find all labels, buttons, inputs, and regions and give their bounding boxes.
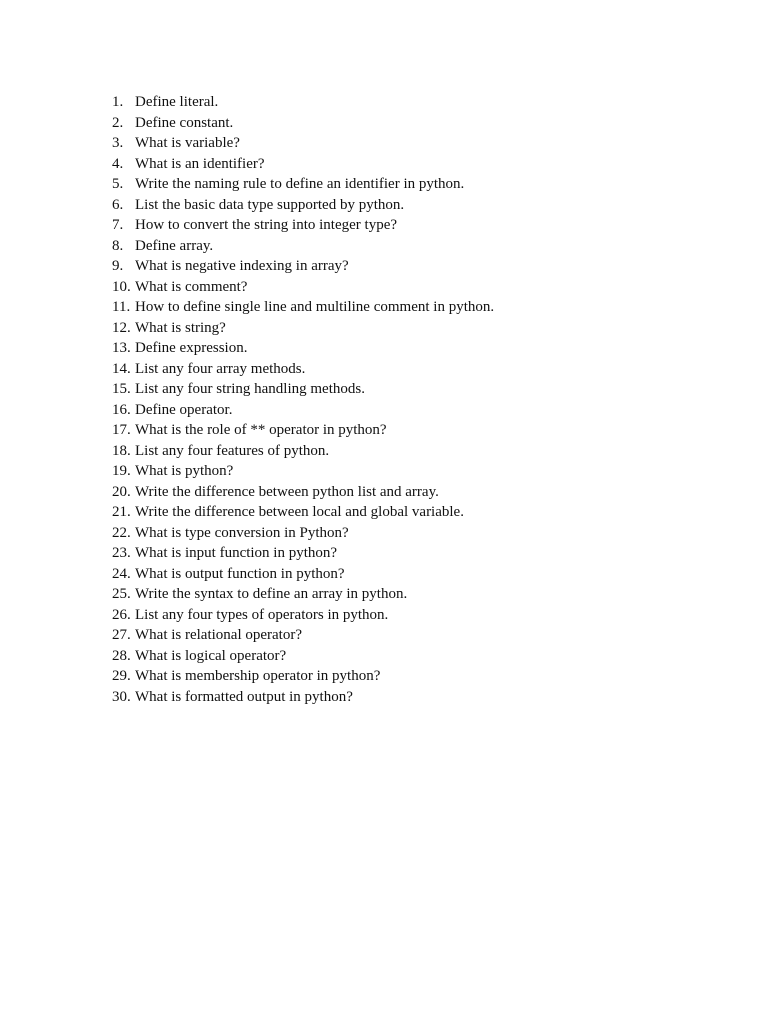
question-number: 15. bbox=[112, 381, 131, 397]
question-number: 7. bbox=[112, 217, 124, 233]
question-text: What is membership operator in python? bbox=[135, 668, 381, 684]
question-text: Define constant. bbox=[135, 114, 234, 131]
question-number: 19. bbox=[112, 463, 131, 479]
question-item bbox=[112, 113, 494, 134]
question-number: 28. bbox=[112, 647, 131, 664]
question-text: What is relational operator? bbox=[135, 627, 303, 643]
question-text: Write the difference between python list and array. bbox=[135, 483, 439, 500]
question-item bbox=[112, 215, 494, 236]
question-item bbox=[112, 256, 494, 277]
question-item bbox=[112, 502, 494, 523]
question-text: What is type conversion in Python? bbox=[135, 524, 349, 541]
question-text: Define operator. bbox=[135, 401, 233, 418]
question-number: 12. bbox=[112, 319, 131, 336]
question-text: What is output function in python? bbox=[135, 565, 345, 582]
question-item bbox=[112, 318, 494, 339]
question-number: 27. bbox=[112, 627, 131, 643]
question-item bbox=[112, 133, 494, 154]
question-number: 4. bbox=[112, 155, 124, 172]
question-text: Define expression. bbox=[135, 340, 248, 356]
question-item bbox=[112, 523, 494, 544]
question-text: What is string? bbox=[135, 319, 226, 336]
question-text: Define array. bbox=[135, 237, 214, 254]
question-item bbox=[112, 174, 494, 195]
question-item bbox=[112, 420, 494, 441]
question-number: 18. bbox=[112, 442, 131, 459]
question-number: 1. bbox=[112, 94, 124, 110]
question-text: What is an identifier? bbox=[135, 155, 265, 172]
question-text: Write the naming rule to define an identifier in python. bbox=[135, 176, 465, 192]
question-number: 11. bbox=[112, 299, 131, 315]
question-item bbox=[112, 277, 494, 298]
question-number: 14. bbox=[112, 360, 131, 377]
question-item bbox=[112, 605, 494, 626]
question-item bbox=[112, 154, 494, 175]
question-number: 25. bbox=[112, 586, 131, 602]
question-item bbox=[112, 646, 494, 667]
question-item bbox=[112, 482, 494, 503]
question-item bbox=[112, 195, 494, 216]
question-item bbox=[112, 461, 494, 482]
question-text: List any four types of operators in python. bbox=[135, 606, 389, 623]
question-item bbox=[112, 564, 494, 585]
question-number: 26. bbox=[112, 606, 131, 623]
question-number: 17. bbox=[112, 422, 131, 438]
question-item bbox=[112, 92, 494, 113]
question-number: 21. bbox=[112, 504, 131, 520]
question-text: Write the difference between local and global variable. bbox=[135, 504, 464, 520]
question-number: 9. bbox=[112, 258, 124, 274]
question-number: 20. bbox=[112, 483, 131, 500]
question-number: 29. bbox=[112, 668, 131, 684]
question-number: 22. bbox=[112, 524, 131, 541]
question-text: Define literal. bbox=[135, 94, 219, 110]
question-number: 5. bbox=[112, 176, 124, 192]
question-number: 3. bbox=[112, 135, 124, 151]
question-item bbox=[112, 687, 494, 708]
question-text: What is formatted output in python? bbox=[135, 688, 353, 705]
question-number: 23. bbox=[112, 545, 131, 561]
question-text: What is comment? bbox=[135, 278, 248, 295]
question-item bbox=[112, 625, 494, 646]
question-item bbox=[112, 666, 494, 687]
question-text: What is negative indexing in array? bbox=[135, 258, 349, 274]
question-item bbox=[112, 236, 494, 257]
question-number: 24. bbox=[112, 565, 131, 582]
question-text: How to define single line and multiline comment in python. bbox=[135, 299, 495, 315]
question-item bbox=[112, 338, 494, 359]
question-item bbox=[112, 297, 494, 318]
question-text: List any four features of python. bbox=[135, 442, 330, 459]
question-text: What is logical operator? bbox=[135, 647, 287, 664]
question-number: 13. bbox=[112, 340, 131, 356]
question-text: What is the role of ** operator in python? bbox=[135, 422, 387, 438]
question-text: What is variable? bbox=[135, 135, 240, 151]
question-number: 16. bbox=[112, 401, 131, 418]
question-number: 6. bbox=[112, 196, 124, 213]
question-number: 8. bbox=[112, 237, 124, 254]
question-text: What is input function in python? bbox=[135, 545, 338, 561]
question-text: List the basic data type supported by python. bbox=[135, 196, 405, 213]
question-item bbox=[112, 543, 494, 564]
question-list bbox=[112, 92, 494, 707]
question-text: What is python? bbox=[135, 463, 234, 479]
question-number: 30. bbox=[112, 688, 131, 705]
question-item bbox=[112, 584, 494, 605]
question-text: How to convert the string into integer type? bbox=[135, 217, 398, 233]
question-item bbox=[112, 400, 494, 421]
question-number: 2. bbox=[112, 114, 124, 131]
question-item bbox=[112, 359, 494, 380]
question-text: Write the syntax to define an array in python. bbox=[135, 586, 408, 602]
question-number: 10. bbox=[112, 278, 131, 295]
question-text: List any four array methods. bbox=[135, 360, 306, 377]
question-item bbox=[112, 441, 494, 462]
question-text: List any four string handling methods. bbox=[135, 381, 365, 397]
question-item bbox=[112, 379, 494, 400]
